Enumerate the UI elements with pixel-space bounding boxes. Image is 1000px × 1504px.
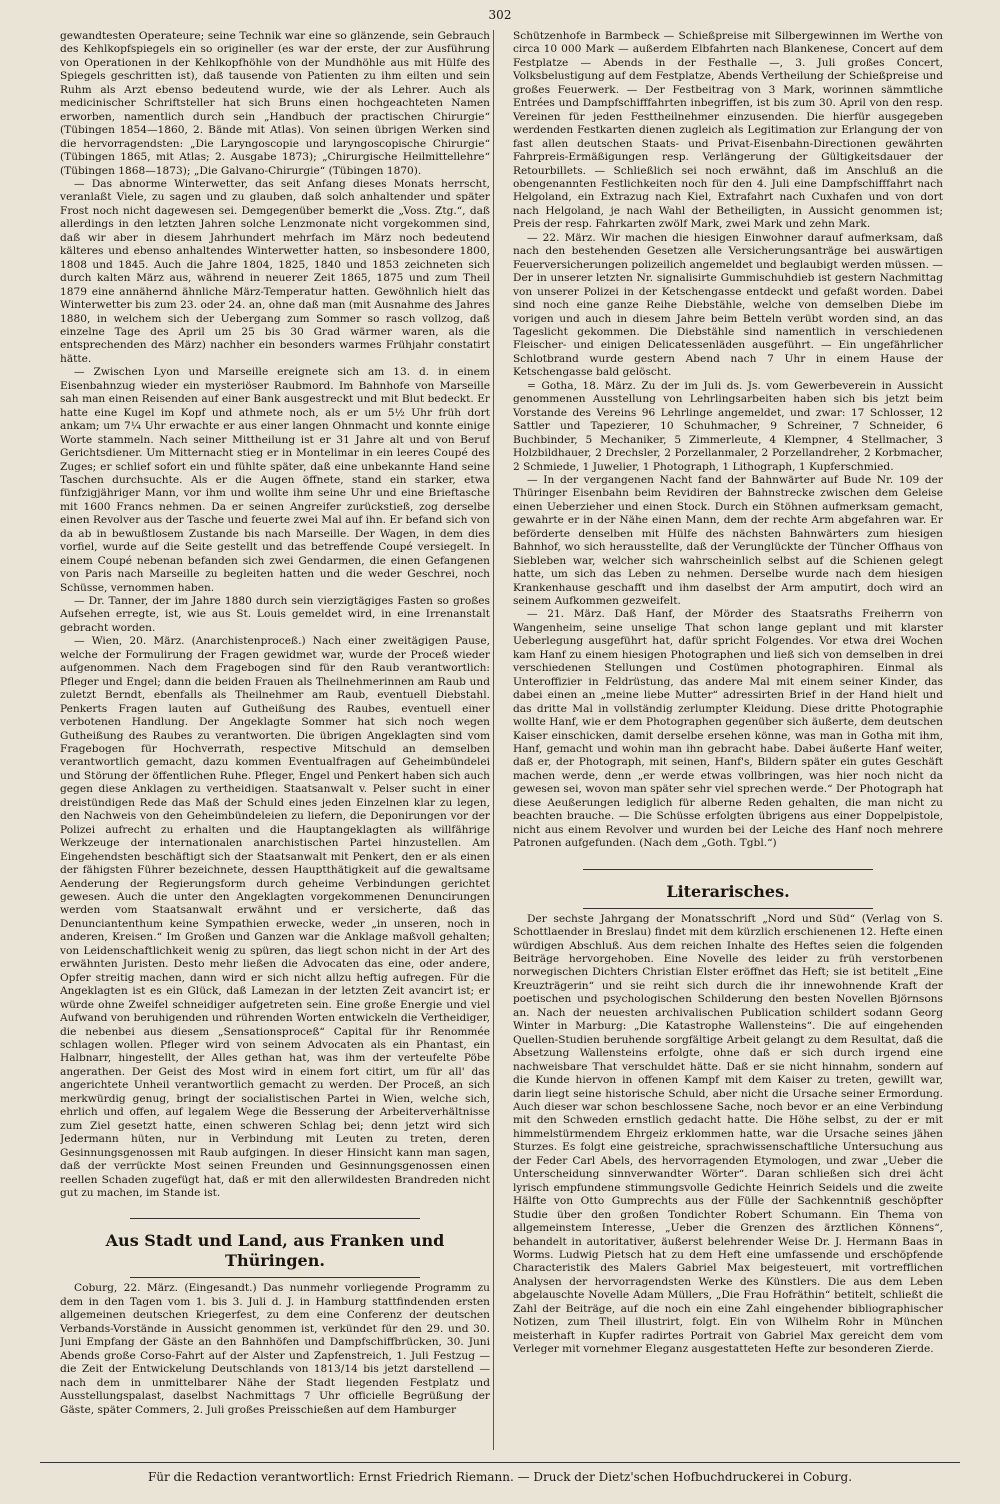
right-paragraph: — In der vergangenen Nacht fand der Bahnwärter auf Bude Nr. 109 der Thüringer Eisenbahn beim Revidiren der Bahnstrecke zwischen dem Geleise einen Ueberzieher und einen Stock. Durch ein Stöhnen aufmerksam gemacht, gewahrte er in der Nähe einen Mann, dem der rechte Arm abgefahren war. Er beförderte denselben mit Hülfe des nächsten Bahnwärters zum hiesigen Bahnhof, wo sich herausstellte, daß der Verunglückte der Tüncher Offhaus von Siebleben war, welcher sich wahrscheinlich selbst auf die Schienen gelegt hatte, um sich das Leben zu nehmen. Derselbe wurde nach dem hiesigen Krankenhause geschafft und ihm daselbst der Arm amputirt, doch wird an seinem Aufkommen gezweifelt. <box>513 473 943 608</box>
right-paragraph: = Gotha, 18. März. Zu der im Juli ds. Js. vom Gewerbeverein in Aussicht genommenen Ausstellung von Lehrlingsarbeiten haben sich bis jetzt beim Vorstande des Vereins 96 Lehrlinge angemeldet, und zwar: 17 Schlosser, 12 Sattler und Tapezierer, 10 Schuhmacher, 9 Schreiner, 7 Schneider, 6 Buchbinder, 5 Mechaniker, 5 Zimmerleute, 4 Klempner, 4 Stellmacher, 3 Holzbildhauer, 2 Drechsler, 2 Porzellanmaler, 2 Porzellandreher, 2 Korbmacher, 2 Schmiede, 1 Juwelier, 1 Photograph, 1 Lithograph, 1 Kupferschmied. <box>513 379 943 473</box>
right-column <box>513 30 943 1430</box>
page-number: 302 <box>488 8 512 22</box>
imprint-footer: Für die Redaction verantwortlich: Ernst Friedrich Riemann. — Druck der Dietz'schen Hofbuchdruckerei in Coburg. <box>147 1470 853 1484</box>
right-section-paragraph: Der sechste Jahrgang der Monatsschrift „Nord und Süd“ (Verlag von S. Schottlaender in Breslau) findet mit dem kürzlich erschienenen 12. Hefte einen würdigen Abschluß. Aus dem reichen Inhalte des Heftes seien die folgenden Beiträge hervorgehoben. Eine Novelle des leider zu früh verstorbenen norwegischen Dichters Christian Elster eröffnet das Heft; sie ist betitelt „Eine Kreuzträgerin“ und sie reiht sich durch die ihr innewohnende Kraft der poetischen und psychologischen Schilderung den besten Novellen Björnsons an. Nach der neuesten archivalischen Publication schildert sodann Georg Winter in Marburg: „Die Katastrophe Wallensteins“. Die auf eingehenden Quellen-Studien beruhende sorgfältige Arbeit gelangt zu dem Resultat, daß die Absetzung Wallensteins erfolgte, ohne daß er sich durch irgend eine nachweisbare That verschuldet hätte. Daß er sie nicht hinnahm, sondern auf die Kunde hiervon in offenen Kampf mit dem Kaiser zu treten, gewillt war, darin liegt seine historische Schuld, aber nicht die Ursache seiner Ermordung. Auch dieser war schon beschlossene Sache, noch bevor er an eine Verbindung mit den Schweden ernstlich gedacht hatte. Die Höhe selbst, zu der er mit himmelstürmendem Ehrgeiz erklommen hatte, war die Ursache seines jähen Sturzes. Es folgt eine geistreiche, sprachwissenschaftliche Untersuchung aus der Feder Carl Abels, des hervorragenden Etymologen, und zwar „Ueber die Unterscheidung sinnverwandter Wörter“. Daran schließen sich drei ächt lyrisch empfundene stimmungsvolle Gedichte Heinrich Seidels und die zweite Hälfte von Otto Gumprechts aus der Fülle der Sachkenntniß geschöpfter Studie über den großen Tondichter Robert Schumann. Ein Thema von allgemeinstem Interesse, „Ueber die Grenzen des ärztlichen Könnens“, behandelt in autoritativer, äußerst belehrender Weise Dr. J. Hermann Baas in Worms. Ludwig Pietsch hat zu dem Heft eine umfassende und erschöpfende Characteristik des Malers Gabriel Max beigesteuert, mit vortrefflichen Analysen der hervorragendsten Werke des Künstlers. Die aus dem Leben abgelauschte Novelle Adam Müllers, „Die Frau Hofräthin“ betitelt, schließt die Zahl der Beiträge, auf die noch ein eine Zahl eingehender bibliographischer Notizen, zum Theil illustrirt, folgt. Ein von Wilhelm Rohr in München meisterhaft in Kupfer radirtes Portrait von Gabriel Max gereicht dem vom Verleger mit vornehmer Eleganz ausgestatteten Hefte zur besonderen Zierde. <box>513 912 943 1356</box>
section-rule <box>130 1218 420 1219</box>
spacer <box>513 851 943 865</box>
section-rule <box>583 908 873 909</box>
right-paragraph: — 21. März. Daß Hanf, der Mörder des Staatsraths Freiherrn von Wangenheim, seine unselige That schon lange geplant und mit klarster Ueberlegung ausgeführt hat, dafür spricht Folgendes. Vor etwa drei Wochen kam Hanf zu einem hiesigen Photographen und ließ sich von demselben in drei verschiedenen Stellungen und Costümen photographiren. Einmal als Unteroffizier in Feldrüstung, das andere Mal mit einem seiner Kinder, das dabei einen an „meine liebe Mutter“ adressirten Brief in der Hand hielt und das dritte Mal in vollständig zerlumpter Kleidung. Diese dritte Photographie wollte Hanf, wie er dem Photographen gegenüber sich äußerte, dem deutschen Kaiser einschicken, damit derselbe ersehen könne, was man in Gotha mit ihm, Hanf, gemacht und wohin man ihn gebracht habe. Dabei äußerte Hanf weiter, daß er, der Photograph, mit seinen, Hanf's, Bildern später ein gutes Geschäft machen werde, denn „er werde etwas vollbringen, was hier noch nicht da gewesen sei, wovon man später sehr viel sprechen werde.“ Der Photograph hat diese Aeußerungen lediglich für alberne Reden gehalten, die man nicht zu beachten brauche. — Die Schüsse erfolgten übrigens aus einer Doppelpistole, nicht aus einem Revolver und wurden bei der Leiche des Hanf noch mehrere Patronen aufgefunden. (Nach dem „Goth. Tgbl.“) <box>513 608 943 850</box>
left-paragraph: gewandtesten Operateure; seine Technik war eine so glänzende, sein Gebrauch des Kehlkopfspiegels ein so origineller (es war der erste, der zur Ausführung von Operationen in der Kehlkopfhöhle von der Mundhöhle aus mit Hülfe des Spiegels geschritten ist), daß tausende von Patienten zu ihm eilten und sein Ruhm als Arzt ebenso bedeutend wurde, wie der als Lehrer. Auch als medicinischer Schriftsteller hat sich Bruns einen hochgeachteten Namen erworben, namentlich durch sein „Handbuch der practischen Chirurgie“ (Tübingen 1854—1860, 2. Bände mit Atlas). Von seinen übrigen Werken sind die hervorragendsten: „Die Laryngoscopie und laryngoscopische Chirurgie“ (Tübingen 1865, mit Atlas; 2. Ausgabe 1873); „Chirurgische Heilmittellehre“ (Tübingen 1868—1873); „Die Galvano-Chirurgie“ (Tübingen 1870). <box>60 30 490 177</box>
left-column <box>60 30 490 1430</box>
left-section-paragraph: Coburg, 22. März. (Eingesandt.) Das nunmehr vorliegende Programm zu dem in den Tagen vom 1. bis 3. Juli d. J. in Hamburg stattfindenden ersten allgemeinen deutschen Kriegerfest, zu dem eine Conferenz der deutschen Verbands-Vorstände in Aussicht genommen ist, verkündet für den 29. und 30. Juni Empfang der Gäste an den Bahnhöfen und Dampfschiffbrücken, 30. Juni Abends große Corso-Fahrt auf der Alster und Zapfenstreich, 1. Juli Festzug — die Zeit der Entwickelung Deutschlands von 1813/14 bis jetzt darstellend — nach dem in unmittelbarer Nähe der Stadt liegenden Festplatz und Ausstellungspalast, daselbst Nachmittags 7 Uhr officielle Begrüßung der Gäste, später Commers, 2. Juli großes Preisschießen auf dem Hamburger <box>60 1282 490 1416</box>
spacer <box>60 1200 490 1214</box>
footer-rule <box>40 1462 960 1463</box>
right-paragraph: — 22. März. Wir machen die hiesigen Einwohner darauf aufmerksam, daß nach den bestehenden Gesetzen alle Versicherungsanträge bei auswärtigen Feuerversicherungen polizeilich angemeldet und beglaubigt werden müssen. — Der in unserer letzten Nr. signalisirte Gummischuhdieb ist gestern Nachmittag von unserer Polizei in der Ketschengasse entdeckt und gefaßt worden. Dabei sind noch eine ganze Reihe Diebstähle, welche von demselben Diebe im vorigen und auch in diesem Jahre beim Betteln verübt worden sind, an das Tageslicht gekommen. Die Diebstähle sind namentlich in verschiedenen Fleischer- und einigen Delicatessenläden ausgeführt. — Ein ungefährlicher Schlotbrand wurde gestern Abend nach 7 Uhr in einem Hause der Ketschengasse bald gelöscht. <box>513 231 943 379</box>
right-paragraph: Schützenhofe in Barmbeck — Schießpreise mit Silbergewinnen im Werthe von circa 10 000 Mark — außerdem Elbfahrten nach Blankenese, Concert auf dem Festplatze — Abends in der Festhalle —, 3. Juli großes Concert, Volksbelustigung auf dem Festplatze, Abends Vertheilung der Schießpreise und großes Feuerwerk. — Der Festbeitrag von 3 Mark, worinnen sämmtliche Entrées und Dampfschifffahrten inbegriffen, ist bis zum 30. April von den resp. Vereinen für jeden Festtheilnehmer einzusenden. Die hierfür ausgegeben werdenden Festkarten dienen zugleich als Legitimation zur Erlangung der von fast allen deutschen Staats- und Privat-Eisenbahn-Directionen gewährten Fahrpreis-Ermäßigungen resp. Verlängerung der Gültigkeitsdauer der Retourbillets. — Schließlich sei noch erwähnt, daß im Anschluß an die obengenannten Festlichkeiten noch für den 4. Juli eine Dampfschifffahrt nach Helgoland, ein Extrazug nach Kiel, Extrafahrt nach Cuxhafen und von dort nach Helgoland, je nach Wahl der Betheiligten, in Aussicht genommen ist; Preis der resp. Fahrkarten zwölf Mark, zwei Mark und zehn Mark. <box>513 30 943 231</box>
section-heading-stadt-und-land: Aus Stadt und Land, aus Franken und Thüringen. <box>105 1231 445 1271</box>
column-divider <box>493 30 494 1450</box>
left-paragraph: — Wien, 20. März. (Anarchistenproceß.) Nach einer zweitägigen Pause, welche der Formulirung der Fragen gewidmet war, wurde der Proceß wieder aufgenommen. Nach dem Fragebogen sind für den Raub verantwortlich: Pfleger und Engel; dann die beiden Frauen als Theilnehmerinnen am Raub und zuletzt Berndt, ebenfalls als Theilnehmer am Raub, eventuell Diebstahl. Penkerts Fragen lauten auf Gutheißung des Raubes, eventuell einer verbotenen Handlung. Der Angeklagte Sommer hat sich noch wegen Gutheißung des Raubes zu verantworten. Die übrigen Angeklagten sind vom Fragebogen für Hochverrath, respective Mitschuld an demselben verantwortlich gemacht, dazu kommen Eventualfragen auf Geheimbündelei und Störung der öffentlichen Ruhe. Pfleger, Engel und Penkert haben sich auch gegen diese Anklagen zu vertheidigen. Staatsanwalt v. Pelser sucht in einer dreistündigen Rede das Maß der Schuld eines jeden Einzelnen klar zu legen, den Nachweis von den Geheimbündeleien zu liefern, die Deponirungen vor der Polizei aufrecht zu erhalten und die Hauptangeklagten als willfährige Werkzeuge der internationalen anarchistischen Partei hinzustellen. Am Eingehendsten beschäftigt sich der Staatsanwalt mit Penkert, den er als einen der fähigsten Führer bezeichnete, dessen Hauptthätigkeit auf die gewaltsame Aenderung der Regierungsform durch geheime Verbindungen gerichtet gewesen. Auch die unter den Angeklagten vorgekommenen Denuncirungen werden vom Staatsanwalt erwähnt und er versicherte, daß das Denunciantenthum keine Sympathien erwecke, weder „in unseren, noch in anderen, Kreisen.“ Im Großen und Ganzen war die Anklage maßvoll gehalten; von Leidenschaftlichkeit wenig zu spüren, das liegt schon nicht in der Art des erwähnten Juristen. Desto mehr ließen die Advocaten das eine, oder andere, Opfer streitig machen, dann wird er sich nicht allzu heftig aufregen. Für die Angeklagten ist es ein Glück, daß Lamezan in der letzten Zeit avancirt ist; er würde ohne Zweifel schneidiger aufgetreten sein. Eine große Energie und viel Aufwand von beruhigenden und rührenden Worten entwickeln die Vertheidiger, die nebenbei aus diesem „Sensationsproceß“ Capital für ihr Renommée schlagen wollen. Pfleger wird von seinem Advocaten als ein Phantast, ein Halbnarr, hingestellt, der Alles gethan hat, was ihm der verteufelte Pöbe angerathen. Der Geist des Most wird in einem fort citirt, um für all' das angerichtete Unheil verantwortlich gemacht zu werden. Der Proceß, an sich merkwürdig genug, bringt der socialistischen Partei in Wien, welche sich, ehrlich und offen, auf legalem Wege die Besserung der Arbeiterverhältnisse zum Ziel gesetzt hatte, einen schweren Schlag bei; denn jetzt wird sich Jedermann hüten, nur in Verbindung mit Leuten zu treten, deren Gesinnungsgenossen mit Raub aufgingen. In dieser Hinsicht kann man sagen, daß der verrückte Most seinen Freunden und Gesinnungsgenossen einen reellen Schaden zugefügt hat, daß er mit den allerwildesten Brandreden nicht gut zu machen, im Stande ist. <box>60 635 490 1199</box>
section-rule <box>130 1277 420 1278</box>
left-paragraph: — Dr. Tanner, der im Jahre 1880 durch sein vierzigtägiges Fasten so großes Aufsehen erregte, ist, wie aus St. Louis gemeldet wird, in eine Irrenanstalt gebracht worden. <box>60 595 490 634</box>
section-heading-literarisches: Literarisches. <box>666 881 790 901</box>
left-paragraph: — Zwischen Lyon und Marseille ereignete sich am 13. d. in einem Eisenbahnzug wieder ein mysteriöser Raubmord. Im Bahnhofe von Marseille sah man einen Reisenden auf einer Bank ausgestreckt und mit Blut bedeckt. Er hatte eine Kugel im Kopf und athmete noch, als er um 5½ Uhr früh dort ankam; um 7¼ Uhr erwachte er aus einer langen Ohnmacht und konnte einige Worte stammeln. Nach seiner Mittheilung ist er 31 Jahre alt und von Beruf Gerichtsdiener. Um Mitternacht stieg er in Montelimar in ein leeres Coupé des Zuges; er schlief sofort ein und fühlte später, daß eine unbekannte Hand seine Taschen durchsuchte. Als er die Augen öffnete, stand ein starker, etwa fünfzigjähriger Mann, vor ihm und wollte ihm seine Uhr und eine Brieftasche mit 1600 Francs nehmen. Da er seinen Angreifer zurückstieß, zog derselbe einen Revolver aus der Tasche und feuerte zwei Mal auf ihn. Er befand sich von da ab in bewußtlosem Zustande bis nach Marseille. Der Wagen, in dem dies vorfiel, wurde auf die Seite gestellt und das betreffende Coupé versiegelt. In einem Coupé nebenan befanden sich zwei Gendarmen, die einen Gefangenen von Paris nach Marseille zu begleiten hatten und die weder Geschrei, noch Schüsse, vernommen haben. <box>60 366 490 594</box>
section-rule <box>583 869 873 870</box>
left-paragraph: — Das abnorme Winterwetter, das seit Anfang dieses Monats herrscht, veranlaßt Viele, zu sagen und zu glauben, daß solch anhaltender und später Frost noch nicht dagewesen sei. Demgegenüber bemerkt die „Voss. Ztg.“, daß allerdings in den letzten Jahren solche Lenzmonate nicht vorgekommen sind, daß wir aber in diesem Jahrhundert mehrfach im März noch bedeutend kälteres und ebenso anhaltendes Winterwetter hatten, so insbesondere 1800, 1808 und 1845. Auch die Jahre 1804, 1825, 1840 und 1853 zeichneten sich durch kalten März aus, während in neuerer Zeit 1865, 1875 und zum Theil 1879 eine annähernd ähnliche März-Temperatur hatten. Gewöhnlich hielt das Winterwetter bis zum 23. oder 24. an, ohne daß man (mit Ausnahme des Jahres 1880, in welchem sich der Uebergang zum Sommer so rasch vollzog, daß einzelne Tage des April um 25 bis 30 Grad wärmer waren, als die entsprechenden des März) nachher ein besonders warmes Frühjahr constatirt hätte. <box>60 177 490 365</box>
